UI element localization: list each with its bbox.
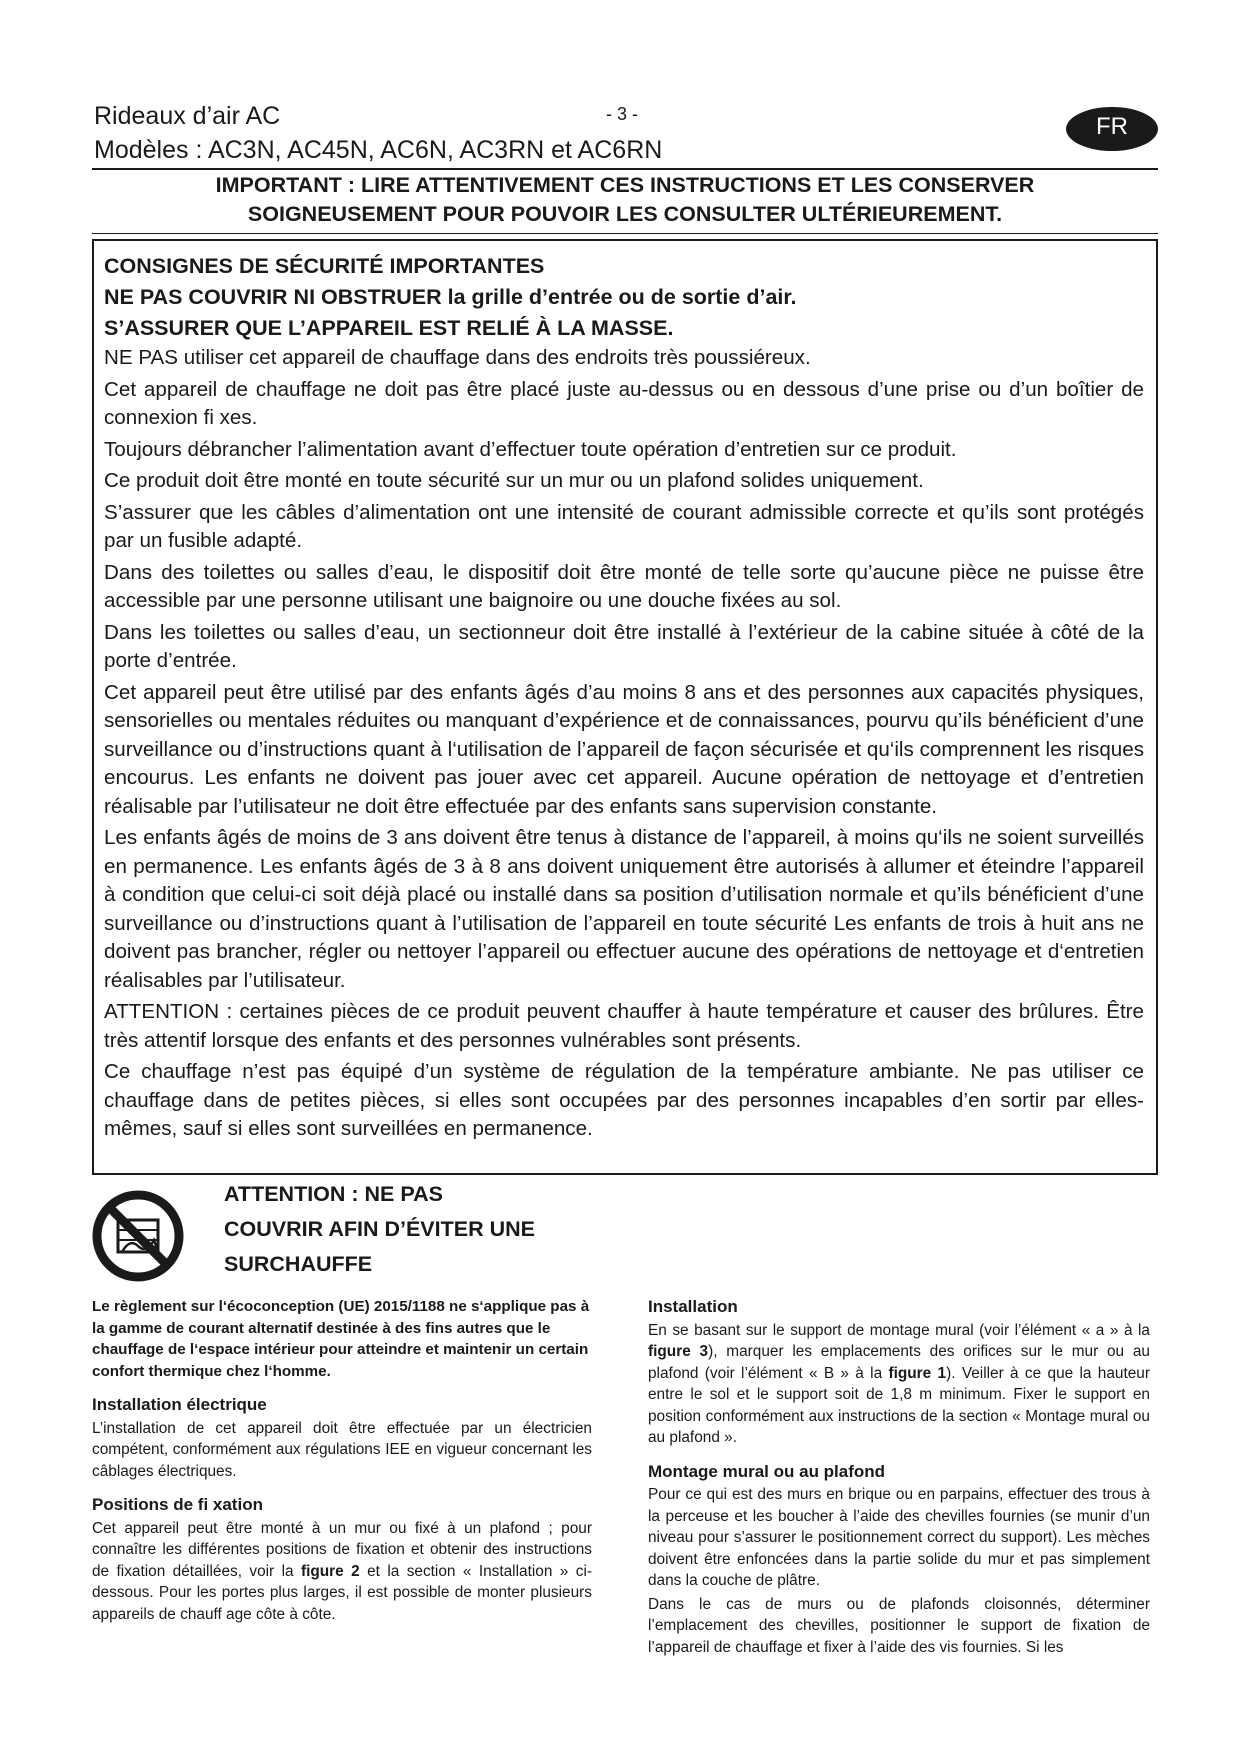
fixing-text-part: Cet appareil peut être monté à un mur ou fixé à un plafond ; pour connaître les différentes positions de fixation et obtenir des instructions de fixation détaillées, voir la	[92, 1519, 592, 1580]
section-title-installation: Installation	[648, 1297, 738, 1316]
safety-warning-earth: S’ASSURER QUE L’APPAREIL EST RELIÉ À LA MASSE.	[104, 316, 674, 340]
cover-warning-line2: COUVRIR AFIN D’ÉVITER UNE	[224, 1217, 535, 1241]
safety-heading: CONSIGNES DE SÉCURITÉ IMPORTANTES	[104, 254, 545, 278]
section-text-installation	[648, 1320, 1150, 1449]
header-divider	[92, 168, 1158, 170]
safety-paragraph: Dans des toilettes ou salles d’eau, le dispositif doit être monté de telle sorte qu’aucune pièce ne puisse être accessible par une personne utilisant une baignoire ou une douche fixées au sol.	[104, 560, 1144, 612]
notice-divider	[92, 233, 1158, 234]
language-badge: FR	[1066, 107, 1158, 151]
cover-warning-line1: ATTENTION : NE PAS	[224, 1182, 443, 1206]
section-text-mounting-partition: Dans le cas de murs ou de plafonds cloisonnés, déterminer l’emplacement des chevilles, positionner le support de fixation de l’appareil de chauffage et fixer à l’aide des vis fournies. Si les	[648, 1595, 1150, 1656]
safety-paragraph: Ce produit doit être monté en toute sécurité sur un mur ou un plafond solides uniquement.	[104, 469, 924, 492]
warning-cover-strong: NE PAS COUVRIR NI OBSTRUER	[104, 285, 442, 309]
safety-paragraph: NE PAS utiliser cet appareil de chauffage dans des endroits très poussiéreux.	[104, 346, 811, 369]
document-title: Rideaux d’air AC	[94, 102, 281, 130]
ecodesign-note: Le règlement sur l‘écoconception (UE) 2015/1188 ne s‘applique pas à la gamme de courant alternatif destinée à des fins autres que le chauffage de l‘espace intérieur pour atteindre et maintenir un certain confort thermique chez l‘homme.	[92, 1298, 590, 1380]
safety-instructions	[104, 251, 1144, 1147]
safety-paragraph: ATTENTION : certaines pièces de ce produit peuvent chauffer à haute température et causer des brûlures. Être très attentif lorsque des enfants et des personnes vulnérables sont présents.	[104, 1000, 1144, 1052]
models-subtitle: Modèles : AC3N, AC45N, AC6N, AC3RN et AC6RN	[94, 136, 663, 164]
section-text-fixing	[92, 1518, 592, 1626]
figure-reference: figure 3	[648, 1343, 709, 1360]
safety-paragraph: Les enfants âgés de moins de 3 ans doivent être tenus à distance de l’appareil, à moins qu‘ils ne soient surveillés en permanence. Les enfants âgés de 3 à 8 ans doivent uniquement être autorisés à allumer et éteindre l’appareil à condition que celui-ci soit déjà placé ou installé dans sa position d’utilisation normale et qu’ils bénéficient d’une surveillance ou d’instructions quant à l’utilisation de l’appareil en toute sécurité Les enfants de trois à huit ans ne doivent pas brancher, régler ou nettoyer l’appareil ou effectuer aucune des opérations de nettoyage et d‘entretien réalisables par l’utilisateur.	[104, 826, 1144, 992]
section-text-mounting-brick: Pour ce qui est des murs en brique ou en parpains, effectuer des trous à la perceuse et les boucher à l’aide des chevilles fournies (se munir d’un niveau pour s’assurer le positionnement correct du support). Les mèches doivent être enfoncées dans la partie solide du mur et pas simplement dans la couche de plâtre.	[648, 1486, 1150, 1589]
safety-paragraph: Toujours débrancher l’alimentation avant d’effectuer toute opération d’entretien sur ce produit.	[104, 437, 957, 461]
cover-warning	[224, 1177, 644, 1282]
safety-paragraph: S’assurer que les câbles d’alimentation ont une intensité de courant admissible correcte et qu’ils sont protégés par un fusible adapté.	[104, 500, 1144, 552]
safety-paragraph: Dans les toilettes ou salles d’eau, un sectionneur doit être installé à l’extérieur de la cabine située à côté de la porte d’entrée.	[104, 620, 1144, 672]
section-title-mounting: Montage mural ou au plafond	[648, 1461, 886, 1481]
cover-warning-line3: SURCHAUFFE	[224, 1252, 373, 1276]
do-not-cover-icon	[92, 1190, 184, 1282]
figure-reference: figure 1	[888, 1364, 947, 1382]
page-number: - 3 -	[606, 104, 639, 124]
right-column	[648, 1296, 1150, 1660]
warning-cover-rest: la grille d’entrée ou de sortie d’air.	[441, 285, 797, 309]
fixing-text-part: et la section « Installation » ci-dessous. Pour les portes plus larges, il est possible de monter plusieurs appareils de chauff age côte à côte.	[92, 1562, 592, 1623]
section-title-electrical: Installation électrique	[92, 1395, 267, 1414]
left-column	[92, 1296, 592, 1627]
important-notice	[92, 171, 1158, 229]
section-text-electrical: L’installation de cet appareil doit être effectuée par un électricien compétent, conformément aux régulations IEE en vigueur concernant les câblages électriques.	[92, 1419, 592, 1480]
important-notice-line2: SOIGNEUSEMENT POUR POUVOIR LES CONSULTER ULTÉRIEUREMENT.	[247, 202, 1003, 226]
installation-text-part: En se basant sur le support de montage mural (voir l’élément « a » à la	[648, 1321, 1150, 1339]
figure-reference: figure 2	[300, 1562, 360, 1580]
safety-paragraph: Cet appareil peut être utilisé par des enfants âgés d’au moins 8 ans et des personnes aux capacités physiques, sensorielles ou mentales réduites ou manquant d’expérience et de connaissances, pourvu qu’ils bénéficient d’une surveillance ou d’instructions quant à l‘utilisation de l’appareil de façon sécurisée et qu‘ils comprennent les risques encourus. Les enfants ne doivent pas jouer avec cet appareil. Aucune opération de nettoyage et d’entretien réalisable par l’utilisateur ne doit être effectuée par des enfants sans supervision constante.	[104, 680, 1144, 818]
installation-text-part: ), marquer les emplacements des orifices sur le mur ou au plafond (voir l’élément « B » à la	[648, 1343, 1150, 1382]
section-title-fixing: Positions de fi xation	[92, 1495, 263, 1514]
installation-text-part: ). Veiller à ce que la hauteur entre le sol et le support soit de 1,8 m minimum. Fixer le support en position conformément aux instructions de la section « Montage mural ou au plafond ».	[648, 1364, 1150, 1446]
safety-paragraph: Ce chauffage n’est pas équipé d’un système de régulation de la température ambiante. Ne pas utiliser ce chauffage dans de petites pièces, si elles sont occupées par des personnes incapables d’en sortir par elles-mêmes, sauf si elles sont surveillées en permanence.	[104, 1060, 1144, 1140]
safety-paragraph: Cet appareil de chauffage ne doit pas être placé juste au-dessus ou en dessous d’une prise ou d’un boîtier de connexion fi xes.	[104, 377, 1144, 429]
safety-warning-cover	[104, 282, 1144, 312]
important-notice-line1: IMPORTANT : LIRE ATTENTIVEMENT CES INSTRUCTIONS ET LES CONSERVER	[215, 173, 1035, 197]
